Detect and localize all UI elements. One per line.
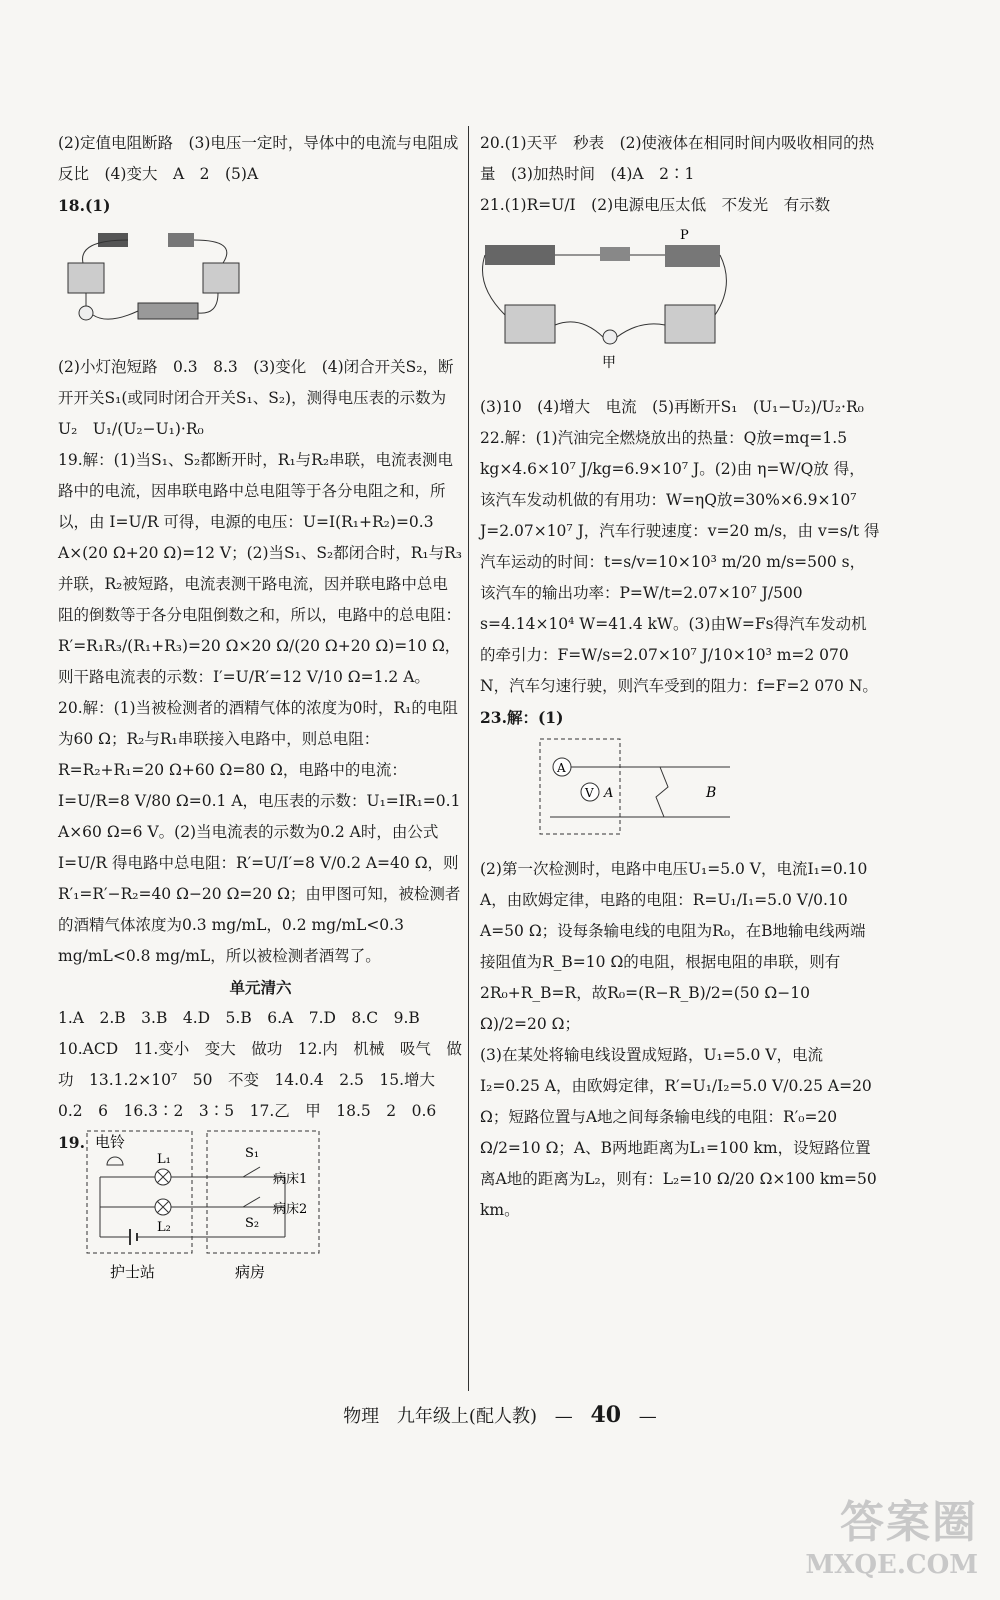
answer-19: 19.解：(1)当S₁、S₂都断开时，R₁与R₂串联，电流表测电路中的电流，因串联电路中总电阻等于各分电阻之和，所以，由 I=U/R 可得，电源的电压：U=I(R₁+R₂)=0.3 A×(20 Ω+20 Ω)=12 V；(2)当S₁、S₂都闭合时，R₁与R₃并联，R₂被短路，电流表测干路电流，因并联电路中总电阻的倒数等于各分电阻倒数之和，所以，电路中的总电阻：R′=R₁R₃/(R₁+R₃)=20 Ω×20 Ω/(20 Ω+20 Ω)=10 Ω，则干路电流表的示数：I′=U/R′=12 V/10 Ω=1.2 A。 (58, 451, 462, 686)
answers-1-9: 1.A 2.B 3.B 4.D 5.B 6.A 7.D 8.C 9.B (58, 1009, 420, 1027)
switch-s2-icon (243, 1197, 260, 1207)
answers-10-18: 10.ACD 11.变小 变大 做功 12.内 机械 吸气 做功 13.1.2×10⁷ 50 不变 14.0.4 2.5 15.增大 0.2 6 16.3∶2 3∶5 17.乙 甲 18.5 2 0.6 (58, 1040, 462, 1120)
column-divider (468, 126, 469, 1391)
nurse-call-circuit (85, 1127, 335, 1292)
lamp-l2-label: L₂ (156, 1220, 171, 1235)
answer-23-part3: (3)在某处将输电线设置成短路，U₁=5.0 V，电流I₂=0.25 A，由欧姆定律，R′=U₁/I₂=5.0 V/0.25 A=20 Ω；短路位置与A地之间每条输电线的电阻：R′₀=20 Ω/2=10 Ω；A、B两地距离为L₁=100 km，设短路位置离A地的距离为L₂，则有：L₂=10 Ω/20 Ω×100 km=50 km。 (480, 1046, 877, 1219)
left-column (58, 128, 463, 1292)
footer-grade: 九年级上(配人教) (396, 1406, 537, 1427)
watermark (805, 1486, 978, 1580)
switch-s1-label: S₁ (244, 1146, 260, 1161)
right-column (480, 128, 880, 1226)
answer-23-heading: 23.解：(1) (480, 708, 564, 727)
answer-18-text: (2)小灯泡短路 0.3 8.3 (3)变化 (4)闭合开关S₂，断开开关S₁(或同时闭合开关S₁、S₂)，测得电压表的示数为U₂ U₁/(U₂−U₁)·R₀ (58, 358, 454, 438)
point-b-label: B (706, 785, 717, 801)
slider-p-label: P (680, 228, 689, 243)
circuit-figure-23 (480, 737, 880, 848)
nurse-station-label: 护士站 (109, 1263, 155, 1281)
switch-s2-label: S₂ (244, 1216, 260, 1231)
footer-dash-left: — (554, 1406, 573, 1427)
watermark-logo-text: 答案圈 (840, 1497, 978, 1548)
voltmeter-label: V (585, 786, 594, 800)
answer-20: 20.解：(1)当被检测者的酒精气体的浓度为0时，R₁的电阻为60 Ω；R₂与R₁串联接入电路中，则总电阻：R=R₂+R₁=20 Ω+60 Ω=80 Ω，电路中的电流：I=U/R=8 V/80 Ω=0.1 A，电压表的示数：U₁=IR₁=0.1 A×60 Ω=6 V。(2)当电流表的示数为0.2 A时，由公式 I=U/R 得电路中总电阻：R′=U/I′=8 V/0.2 A=40 Ω，则R′₁=R′−R₂=40 Ω−20 Ω=20 Ω；由甲图可知，被检测者的酒精气体浓度为0.3 mg/mL，0.2 mg/mL<0.3 mg/mL<0.8 mg/mL，所以被检测者酒驾了。 (58, 699, 461, 965)
ammeter-label: A (557, 761, 566, 775)
answer-21-continued: (3)10 (4)增大 电流 (5)再断开S₁ (U₁−U₂)/U₂·R₀ (480, 398, 864, 416)
answer-21: 21.(1)R=U/I (2)电源电压太低 不发光 有示数 (480, 196, 831, 214)
answer-19b-heading: 19. (58, 1133, 85, 1152)
footer-dash-right: — (638, 1406, 657, 1427)
figure-jia-label: 甲 (602, 355, 616, 371)
answer-18-heading: 18.(1) (58, 196, 111, 215)
answer-23-part2: (2)第一次检测时，电路中电压U₁=5.0 V，电流I₁=0.10 A，由欧姆定律，电路的电阻：R=U₁/I₁=5.0 V/0.10 A=50 Ω；设每条输电线的电阻为R₀，在B地输电线两端接阻值为R_B=10 Ω的电阻，根据电阻的串联，则有2R₀+R_B=R，故R₀=(R−R_B)/2=(50 Ω−10 Ω)/2=20 Ω； (480, 860, 868, 1033)
page-footer (0, 1402, 1000, 1428)
footer-subject: 物理 (343, 1406, 380, 1427)
bed-1-label: 病床1 (272, 1172, 308, 1187)
answer-22: 22.解：(1)汽油完全燃烧放出的热量：Q放=mq=1.5 kg×4.6×10⁷ J/kg=6.9×10⁷ J。(2)由 η=W/Q放 得，该汽车发动机做的有用功：W=ηQ放=30%×6.9×10⁷ J=2.07×10⁷ J，汽车行驶速度：v=20 m/s，由 v=s/t 得汽车运动的时间：t=s/v=10×10³ m/20 m/s=500 s，该汽车的输出功率：P=W/t=2.07×10⁷ J/500 s=4.14×10⁴ W=41.4 kW。(3)由W=Fs得汽车发动机的牵引力：F=W/s=2.07×10⁷ J/10×10³ m=2 070 N，汽车匀速行驶，则汽车受到的阻力：f=F=2 070 N。 (480, 429, 880, 695)
circuit-figure-21 (480, 225, 880, 386)
circuit-figure-18 (58, 225, 463, 346)
bell-icon (107, 1157, 123, 1165)
unit-title: 单元清六 (229, 978, 292, 997)
switch-s1-icon (243, 1167, 260, 1177)
answer-20-experiment: 20.(1)天平 秒表 (2)使液体在相同时间内吸收相同的热量 (3)加热时间 (4)A 2∶1 (480, 134, 875, 183)
watermark-url: MXQE.COM (805, 1550, 978, 1580)
lamp-l1-label: L₁ (156, 1152, 171, 1167)
answer-19-figure-row (58, 1127, 463, 1292)
answer-17-continued: (2)定值电阻断路 (3)电压一定时，导体中的电流与电阻成反比 (4)变大 A 2 (5)A (58, 134, 459, 183)
bed-2-label: 病床2 (272, 1202, 308, 1217)
ward-label: 病房 (234, 1263, 265, 1281)
page-number: 40 (590, 1402, 622, 1428)
bell-label: 电铃 (94, 1133, 125, 1151)
point-a-label: A (604, 786, 614, 801)
